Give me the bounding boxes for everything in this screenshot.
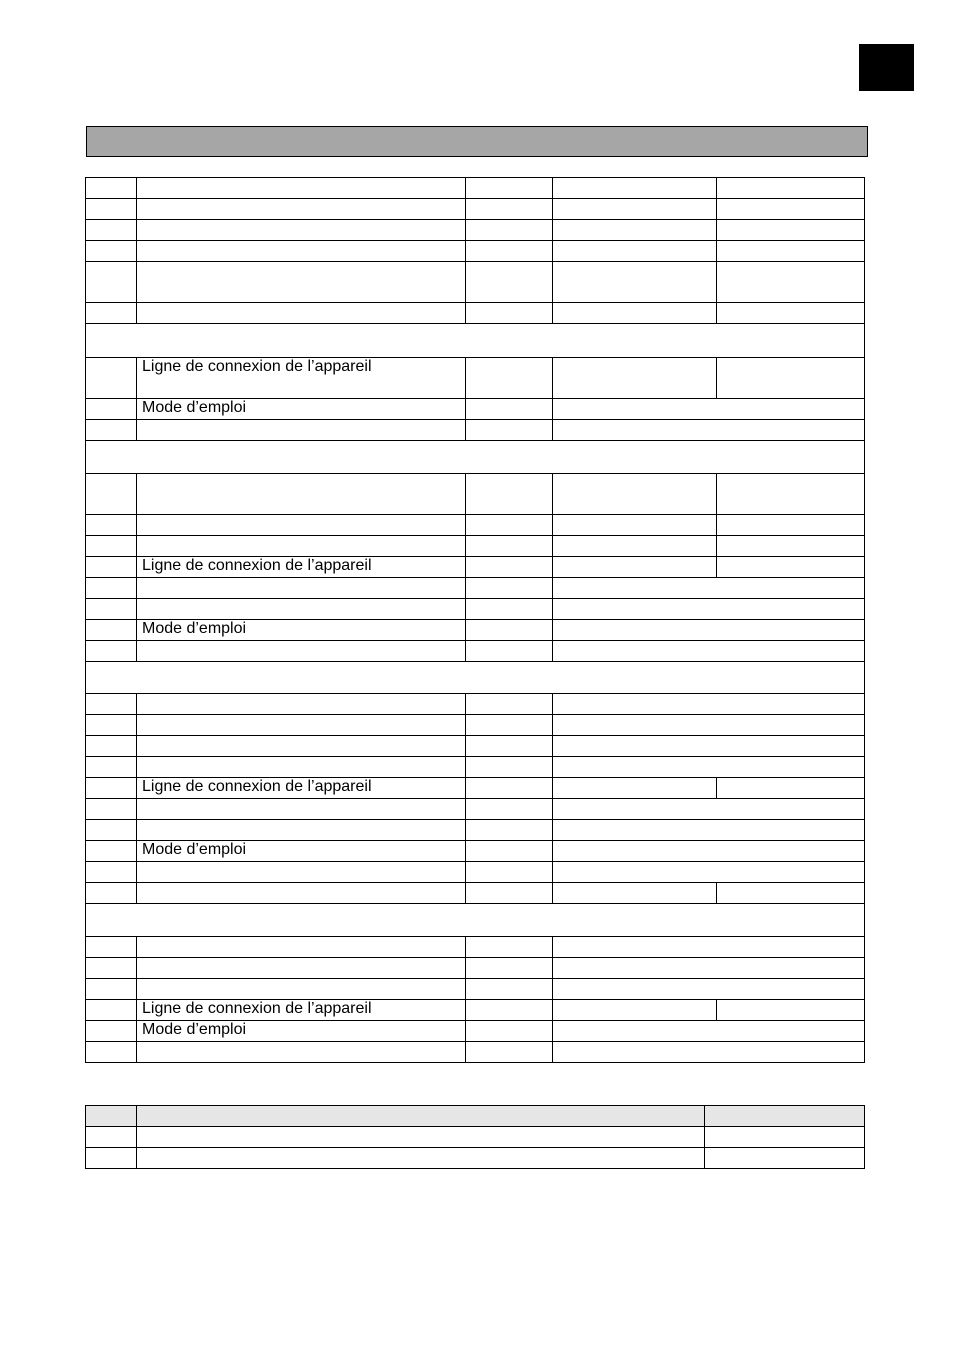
table-row <box>86 557 865 578</box>
table-header-row <box>86 1106 865 1127</box>
table-row <box>86 958 865 979</box>
item-name: Mode d’emploi <box>137 620 466 641</box>
table-row <box>86 303 865 324</box>
table-row <box>86 799 865 820</box>
item-name: Mode d’emploi <box>137 399 466 420</box>
table-row <box>86 979 865 1000</box>
table-row <box>86 1042 865 1063</box>
table-row <box>86 1000 865 1021</box>
group-header-row <box>86 441 865 474</box>
table-row <box>86 262 865 303</box>
table-row <box>86 420 865 441</box>
table-row <box>86 474 865 515</box>
item-name: Ligne de connexion de l’appareil <box>137 557 466 578</box>
group-header-row <box>86 662 865 694</box>
page-tab-marker <box>859 44 914 91</box>
table-row <box>86 620 865 641</box>
item-name: Ligne de connexion de l’appareil <box>137 1000 466 1021</box>
section-header-bar <box>86 126 868 157</box>
parts-table <box>85 177 865 1063</box>
table-row <box>86 694 865 715</box>
table-row <box>86 241 865 262</box>
table-row <box>86 820 865 841</box>
table-row <box>86 937 865 958</box>
table-row <box>86 220 865 241</box>
table-row <box>86 757 865 778</box>
item-name: Ligne de connexion de l’appareil <box>137 358 466 399</box>
table-row <box>86 178 865 199</box>
table-row <box>86 778 865 799</box>
group-header-row <box>86 904 865 937</box>
table-row <box>86 715 865 736</box>
summary-table <box>85 1105 865 1169</box>
group-header-row <box>86 324 865 358</box>
table-row <box>86 515 865 536</box>
table-row <box>86 1127 865 1148</box>
table-row <box>86 399 865 420</box>
item-name: Mode d’emploi <box>137 1021 466 1042</box>
table-row <box>86 736 865 757</box>
table-row <box>86 862 865 883</box>
item-name: Mode d’emploi <box>137 841 466 862</box>
table-row <box>86 641 865 662</box>
table-row <box>86 599 865 620</box>
item-name: Ligne de connexion de l’appareil <box>137 778 466 799</box>
table-row <box>86 358 865 399</box>
table-row <box>86 536 865 557</box>
table-row <box>86 1148 865 1169</box>
table-row <box>86 883 865 904</box>
table-row <box>86 1021 865 1042</box>
table-row <box>86 578 865 599</box>
table-row <box>86 841 865 862</box>
table-row <box>86 199 865 220</box>
